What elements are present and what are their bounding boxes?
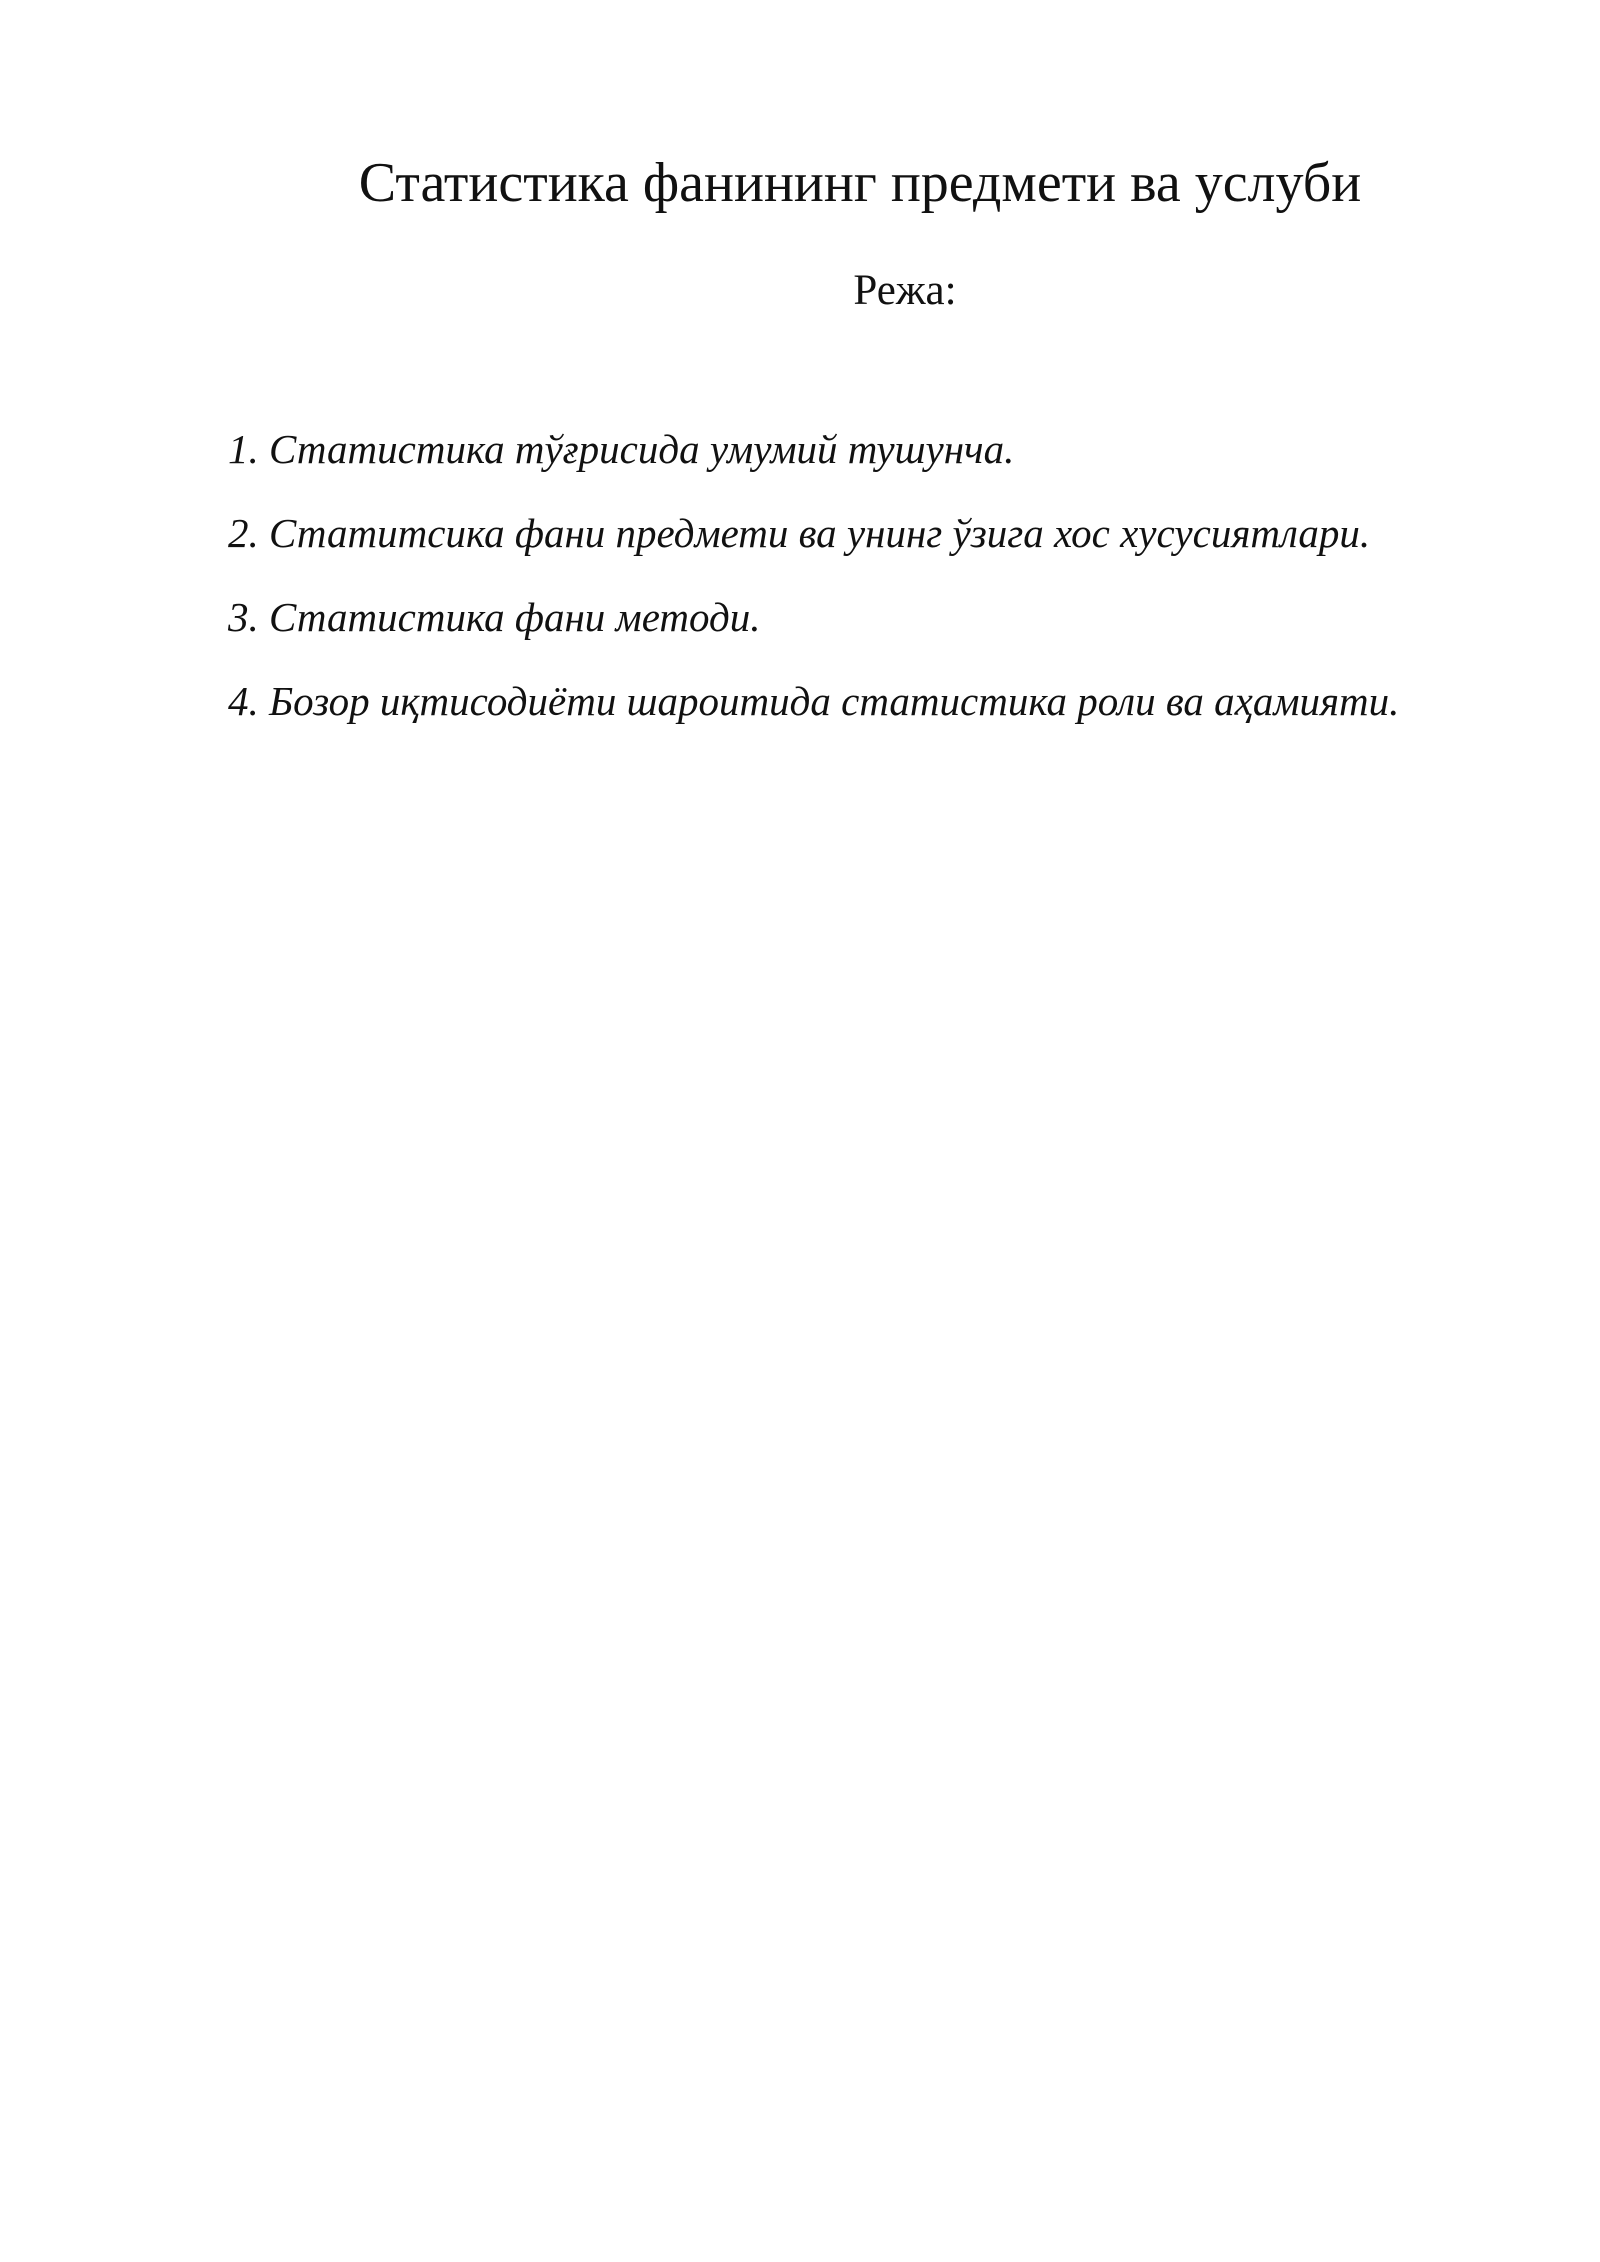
document-title: Статистика фанининг предмети ва услуби: [358, 152, 1362, 214]
plan-item: 1. Статистика тўғрисида умумий тушунча.: [228, 426, 1015, 472]
plan-item: 2. Статитсика фани предмети ва унинг ўзига хос хусусиятлари.: [228, 510, 1371, 556]
plan-list: [228, 425, 1399, 761]
plan-heading: Режа:: [853, 267, 957, 314]
plan-item: 4. Бозор иқтисодиёти шароитида статистика роли ва аҳамияти.: [228, 678, 1400, 724]
plan-item: 3. Статистика фани методи.: [228, 594, 761, 640]
